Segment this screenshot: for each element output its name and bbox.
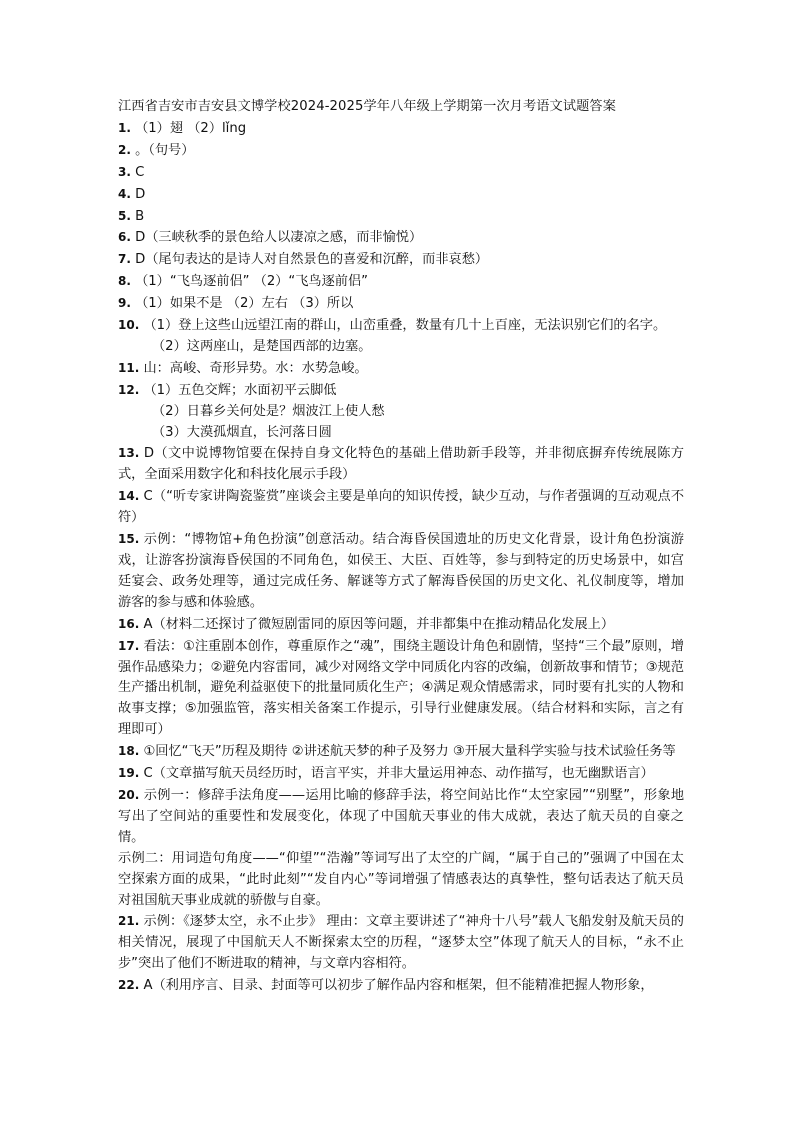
answer-number: 1. — [118, 120, 136, 135]
answer-item — [118, 337, 684, 358]
answer-item — [118, 443, 684, 486]
answer-item — [118, 206, 684, 228]
answer-text: B — [135, 208, 145, 224]
answer-text: 示例二：用词造句角度——“仰望”“浩瀚”等词写出了太空的广阔，“属于自己的”强调了中国在太空探索方面的成果，“此时此刻”“发自内心”等词增强了情感表达的真挚性，整句话表达了航天员对祖国航天事业成就的骄傲与自豪。 — [118, 850, 684, 908]
answer-number: 10. — [118, 318, 144, 333]
answer-text: 。（句号） — [135, 142, 195, 158]
answer-number: 9. — [118, 296, 136, 311]
answer-text: ①回忆“飞天”历程及期待 ②讲述航天梦的种子及努力 ③开展大量科学实验与技术试验任务等 — [143, 744, 676, 760]
answer-text: （1）登上这些山远望江南的群山，山峦重叠，数量有几十上百座，无法识别它们的名字。 — [143, 318, 667, 334]
answer-text: A（利用序言、目录、封面等可以初步了解作品内容和框架，但不能精准把握人物形象， — [143, 978, 654, 994]
answer-document — [118, 97, 684, 997]
answer-number: 7. — [118, 252, 136, 267]
answer-item — [118, 271, 684, 293]
answer-item — [118, 741, 684, 763]
answer-text: 示例一：修辞手法角度——运用比喻的修辞手法，将空间站比作“太空家园”“别墅”，形象地写出了空间站的重要性和发展变化，体现了中国航天事业的伟大成就，表达了航天员的自豪之情。 — [118, 787, 684, 845]
answer-number: 2. — [118, 142, 136, 157]
answer-item — [118, 162, 684, 184]
answer-text: （1）翅 （2）lǐng — [135, 120, 247, 136]
answer-number: 4. — [118, 186, 136, 201]
answer-text: 示例：“博物馆+角色扮演”创意活动。结合海昏侯国遗址的历史文化背景，设计角色扮演游戏，让游客扮演海昏侯国的不同角色，如侯王、大臣、百姓等，参与到特定的历史场景中，如宫廷宴会、政务处理等，通过完成任务、解谜等方式了解海昏侯国的历史文化、礼仪制度等，增加游客的参与感和体验感。 — [118, 532, 684, 610]
answer-item — [118, 315, 684, 337]
answer-number: 3. — [118, 164, 136, 179]
answer-number: 17. — [118, 638, 144, 653]
answer-item — [118, 358, 684, 380]
answer-item — [118, 227, 684, 249]
answer-number: 8. — [118, 274, 136, 289]
answer-text: （1）五色交辉；水面初平云脚低 — [143, 382, 337, 398]
answer-text: C（“听专家讲陶瓷鉴赏”座谈会主要是单向的知识传授，缺少互动，与作者强调的互动观点不符） — [118, 489, 684, 526]
answer-item — [118, 975, 684, 997]
answer-item — [118, 614, 684, 636]
answer-number: 19. — [118, 766, 144, 781]
answer-text: D（文中说博物馆要在保持自身文化特色的基础上借助新手段等，并非彻底摒弃传统展陈方式，全面采用数字化和科技化展示手段） — [118, 446, 684, 483]
answer-text: D（尾句表达的是诗人对自然景色的喜爱和沉醉，而非哀愁） — [135, 252, 489, 268]
answer-text: （1）如果不是 （2）左右 （3）所以 — [135, 296, 354, 312]
answer-item — [118, 486, 684, 529]
answer-number: 14. — [118, 489, 144, 504]
answer-number: 20. — [118, 787, 144, 802]
answer-item — [118, 140, 684, 162]
answer-text: （1）“飞鸟逐前侣” （2）“飞鸟逐前侣” — [135, 274, 369, 290]
answer-item — [118, 785, 684, 849]
answer-item — [118, 763, 684, 785]
answer-item — [118, 293, 684, 315]
answer-number: 18. — [118, 744, 144, 759]
answer-text: C — [135, 164, 145, 180]
answer-text: （2）这两座山，是楚国西部的边塞。 — [152, 338, 372, 354]
answer-number: 13. — [118, 446, 144, 461]
answer-item — [118, 118, 684, 140]
answer-number: 16. — [118, 616, 144, 631]
answer-text: C（文章描写航天员经历时，语言平实，并非大量运用神态、动作描写，也无幽默语言） — [143, 766, 654, 782]
answer-number: 6. — [118, 230, 136, 245]
answer-number: 21. — [118, 914, 144, 929]
answer-number: 22. — [118, 978, 144, 993]
answer-item — [118, 529, 684, 614]
answer-text: （3）大漠孤烟直，长河落日圆 — [152, 424, 332, 440]
answer-text: A（材料二还探讨了微短剧雷同的原因等问题，并非都集中在推动精品化发展上） — [143, 616, 615, 632]
answer-text: D（三峡秋季的景色给人以凄凉之感，而非愉悦） — [135, 230, 423, 246]
answer-number: 11. — [118, 360, 144, 375]
answer-item — [118, 636, 684, 742]
document-title: 江西省吉安市吉安县文博学校2024-2025学年八年级上学期第一次月考语文试题答案 — [118, 99, 616, 114]
answer-number: 5. — [118, 208, 136, 223]
answer-text: 看法：①注重剧本创作，尊重原作之“魂”，围绕主题设计角色和剧情，坚持“三个最”原则，增强作品感染力；②避免内容雷同，减少对网络文学中同质化内容的改编，创新故事和情节；③规范生产播出机制，避免利益驱使下的批量同质化生产；④满足观众情感需求，同时要有扎实的人物和故事支撑；⑤加强监管，落实相关备案工作提示，引导行业健康发展。（结合材料和实际，言之有理即可） — [118, 638, 684, 738]
answer-item — [118, 249, 684, 271]
answer-text: （2）日暮乡关何处是？烟波江上使人愁 — [152, 403, 385, 419]
answer-text: D — [135, 186, 146, 202]
answer-item — [118, 849, 684, 912]
answer-item — [118, 380, 684, 402]
answer-item — [118, 402, 684, 423]
answer-number: 15. — [118, 532, 144, 547]
answer-item — [118, 423, 684, 444]
answer-text: 山：高峻、奇形异势。水：水势急峻。 — [143, 360, 368, 376]
answer-text: 示例：《逐梦太空，永不止步》 理由：文章主要讲述了“神舟十八号”载人飞船发射及航天员的相关情况，展现了中国航天人不断探索太空的历程，“逐梦太空”体现了航天人的目标，“永不止步”突出了他们不断进取的精神，与文章内容相符。 — [118, 914, 684, 972]
answer-list — [118, 118, 684, 997]
answer-item — [118, 911, 684, 975]
answer-number: 12. — [118, 382, 144, 397]
answer-item — [118, 184, 684, 206]
